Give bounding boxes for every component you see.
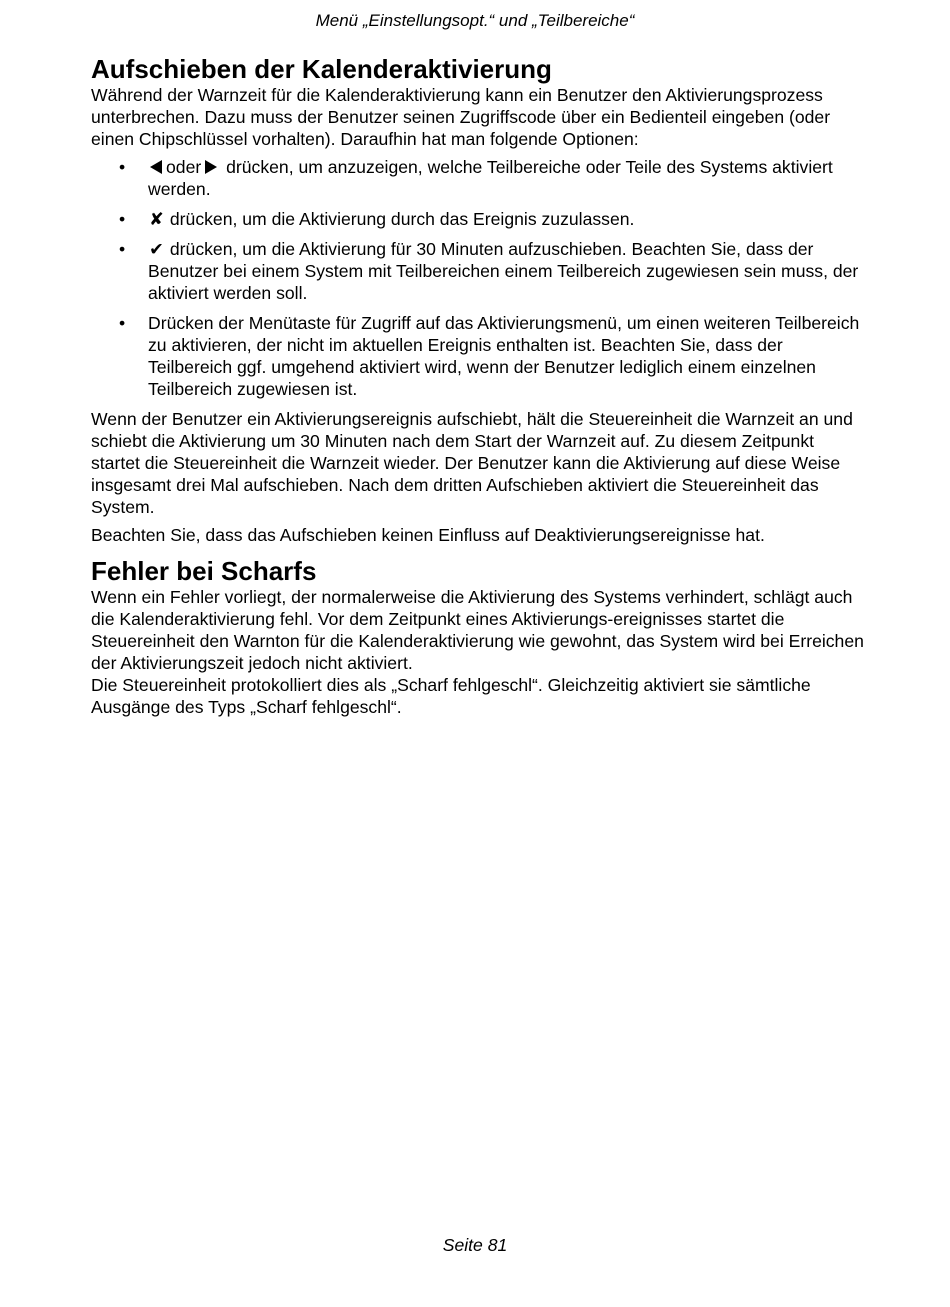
right-triangle-icon	[205, 160, 217, 174]
bullet-icon: •	[119, 157, 126, 177]
word-between: oder	[166, 157, 202, 177]
page-content	[91, 54, 866, 724]
list-item-text: drücken, um die Aktivierung für 30 Minuten aufzuschieben. Beachten Sie, dass der Benutzer bei einem System mit Teilbereichen einem Teilbereich zugewiesen sein muss, der aktiviert werden soll.	[148, 239, 859, 303]
check-mark-icon: ✔	[149, 239, 164, 259]
running-header: Menü „Einstellungsopt.“ und „Teilbereiche“	[315, 11, 635, 30]
section-heading: Fehler bei Scharfs	[91, 556, 317, 586]
cross-mark-icon: ✘	[149, 209, 164, 229]
list-item	[91, 208, 866, 230]
bullet-icon: •	[119, 209, 126, 229]
left-triangle-icon	[150, 160, 162, 174]
body-paragraph: Wenn der Benutzer ein Aktivierungsereignis aufschiebt, hält die Steuereinheit die Warnzeit an und schiebt die Aktivierung um 30 Minuten nach dem Start der Warnzeit auf. Zu diesem Zeitpunkt startet die Steuereinheit die Warnzeit wieder. Der Benutzer kann die Aktivierung auf diese Weise insgesamt drei Mal aufschieben. Nach dem dritten Aufschieben aktiviert die Steuereinheit das System.	[91, 409, 853, 517]
options-list	[91, 156, 866, 400]
body-paragraph: Beachten Sie, dass das Aufschieben keinen Einfluss auf Deaktivierungsereignisse hat.	[91, 525, 765, 545]
page-number: Seite 81	[442, 1235, 508, 1255]
list-item	[91, 156, 866, 200]
list-item-text: Drücken der Menütaste für Zugriff auf das Aktivierungsmenü, um einen weiteren Teilbereich zu aktivieren, der nicht im aktuellen Ereignis enthalten ist. Beachten Sie, dass der Teilbereich ggf. umgehend aktiviert wird, wenn der Benutzer lediglich einem einzelnen Teilbereich zugewiesen ist.	[148, 313, 860, 399]
list-item	[91, 312, 866, 400]
bullet-icon: •	[119, 239, 126, 259]
body-paragraph: Wenn ein Fehler vorliegt, der normalerweise die Aktivierung des Systems verhindert, schlägt auch die Kalenderaktivierung fehl. Vor dem Zeitpunkt eines Aktivierungs-ereignisses startet die Steuereinheit den Warnton für die Kalenderaktivierung wie gewohnt, das System wird bei Erreichen der Aktivierungszeit jedoch nicht aktiviert.	[91, 587, 864, 673]
section-arming-failure	[91, 556, 866, 718]
list-item-text: drücken, um die Aktivierung durch das Ereignis zuzulassen.	[169, 209, 635, 229]
body-paragraph: Die Steuereinheit protokolliert dies als „Scharf fehlgeschl“. Gleichzeitig aktiviert sie sämtliche Ausgänge des Typs „Scharf fehlgeschl“.	[91, 675, 811, 717]
list-item	[91, 238, 866, 304]
section-defer-calendar-arming	[91, 54, 866, 546]
section-heading: Aufschieben der Kalenderaktivierung	[91, 54, 552, 84]
intro-paragraph: Während der Warnzeit für die Kalenderaktivierung kann ein Benutzer den Aktivierungsprozess unterbrechen. Dazu muss der Benutzer seinen Zugriffscode über ein Bedienteil eingeben (oder einen Chipschlüssel vorhalten). Daraufhin hat man folgende Optionen:	[91, 85, 831, 149]
list-item-text: drücken, um anzuzeigen, welche Teilbereiche oder Teile des Systems aktiviert werden.	[148, 157, 833, 199]
bullet-icon: •	[119, 313, 126, 333]
